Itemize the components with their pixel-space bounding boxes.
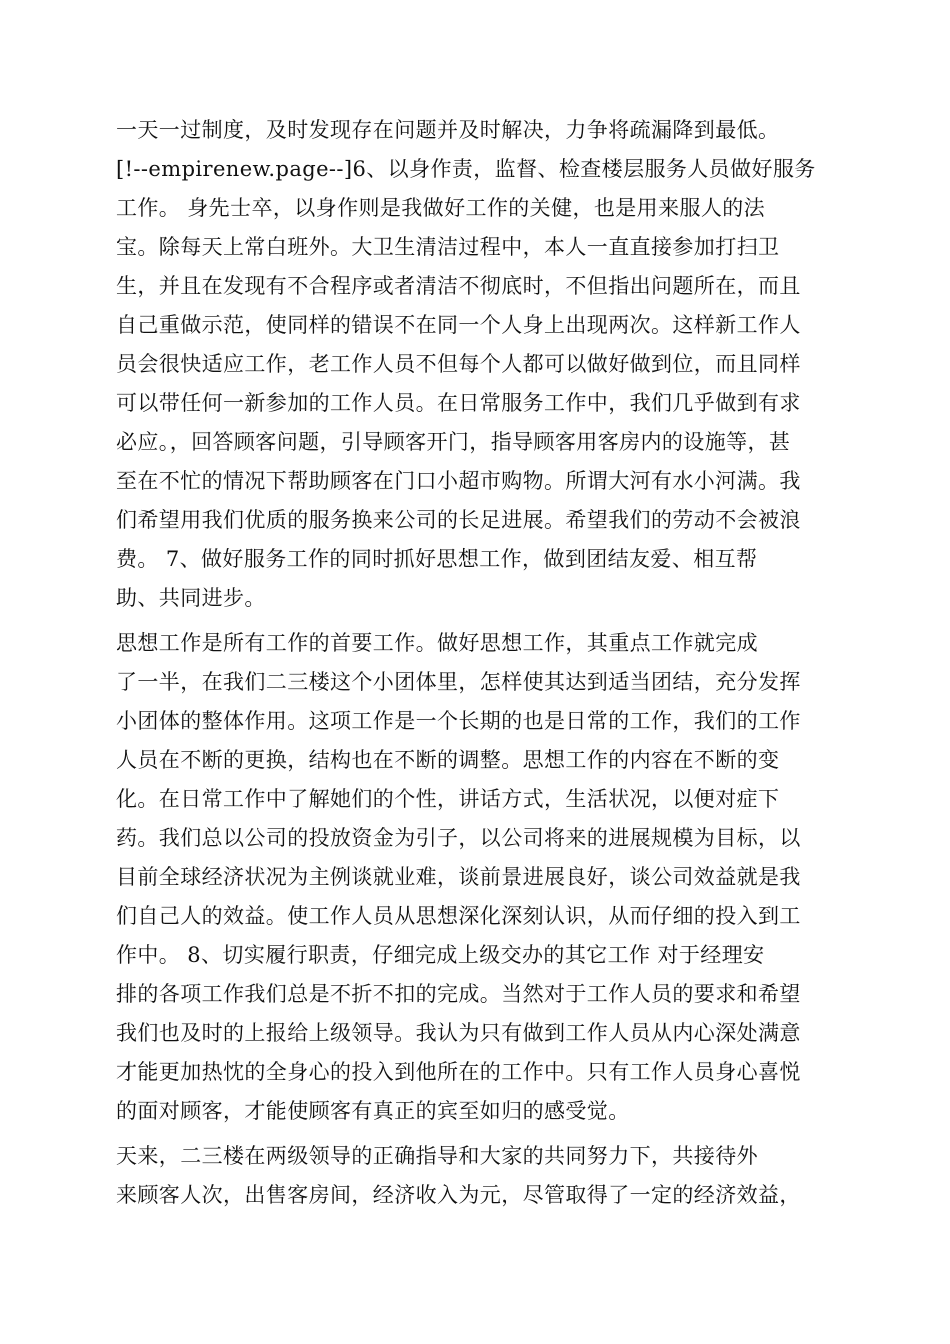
paragraph-2-line: 的面对顾客，才能使顾客有真正的宾至如归的感受觉。 xyxy=(116,1099,630,1123)
paragraph-2-line: 排的各项工作我们总是不折不扣的完成。当然对于工作人员的要求和希望 xyxy=(116,982,801,1006)
paragraph-1-line: 工作。 身先士卒，以身作则是我做好工作的关健，也是用来服人的法 xyxy=(116,196,766,220)
paragraph-1-line: 至在不忙的情况下帮助顾客在门口小超市购物。所谓大河有水小河满。我 xyxy=(116,469,801,493)
paragraph-2-line: 们自己人的效益。使工作人员从思想深化深刻认识，从而仔细的投入到工 xyxy=(116,904,801,928)
paragraph-1-line: 员会很快适应工作，老工作人员不但每个人都可以做好做到位，而且同样 xyxy=(116,352,801,376)
paragraph-1-line: 一天一过制度，及时发现存在问题并及时解决，力争将疏漏降到最低。 xyxy=(116,118,780,142)
paragraph-2-line: 目前全球经济状况为主例谈就业难，谈前景进展良好，谈公司效益就是我 xyxy=(116,865,801,889)
paragraph-1-line: 宝。除每天上常白班外。大卫生清洁过程中，本人一直直接参加打扫卫 xyxy=(116,235,780,259)
paragraph-2-line: 作中。 8、切实履行职责，仔细完成上级交办的其它工作 对于经理安 xyxy=(116,943,765,967)
paragraph-1-line: 必应。，回答顾客问题，引导顾客开门，指导顾客用客房内的设施等，甚 xyxy=(116,430,791,454)
paragraph-1-line: 费。 7、做好服务工作的同时抓好思想工作，做到团结友爱、相互帮 xyxy=(116,547,758,571)
paragraph-3-line: 来顾客人次，出售客房间，经济收入为元，尽管取得了一定的经济效益， xyxy=(116,1183,801,1207)
paragraph-1-line: 生，并且在发现有不合程序或者清洁不彻底时，不但指出问题所在，而且 xyxy=(116,274,801,298)
paragraph-2-line: 药。我们总以公司的投放资金为引子，以公司将来的进展规模为目标，以 xyxy=(116,826,801,850)
paragraph-2-line: 了一半，在我们二三楼这个小团体里，怎样使其达到适当团结，充分发挥 xyxy=(116,670,801,694)
paragraph-1-line: [!--empirenew.page--]6、以身作责，监督、检查楼层服务人员做好服务 xyxy=(116,157,816,181)
paragraph-1-line: 们希望用我们优质的服务换来公司的长足进展。希望我们的劳动不会被浪 xyxy=(116,508,801,532)
paragraph-2-line: 才能更加热忱的全身心的投入到他所在的工作中。只有工作人员身心喜悦 xyxy=(116,1060,801,1084)
paragraph-1-line: 可以带任何一新参加的工作人员。在日常服务工作中，我们几乎做到有求 xyxy=(116,391,801,415)
paragraph-1-line: 助、共同进步。 xyxy=(116,586,266,610)
paragraph-2-line: 我们也及时的上报给上级领导。我认为只有做到工作人员从内心深处满意 xyxy=(116,1021,801,1045)
paragraph-2-line: 人员在不断的更换，结构也在不断的调整。思想工作的内容在不断的变 xyxy=(116,748,780,772)
paragraph-1-line: 自己重做示范，使同样的错误不在同一个人身上出现两次。这样新工作人 xyxy=(116,313,801,337)
paragraph-3-line: 天来，二三楼在两级领导的正确指导和大家的共同努力下，共接待外 xyxy=(116,1144,758,1168)
paragraph-2-line: 思想工作是所有工作的首要工作。做好思想工作，其重点工作就完成 xyxy=(116,631,758,655)
paragraph-2-line: 小团体的整体作用。这项工作是一个长期的也是日常的工作，我们的工作 xyxy=(116,709,801,733)
paragraph-2-line: 化。在日常工作中了解她们的个性，讲话方式，生活状况，以便对症下 xyxy=(116,787,780,811)
